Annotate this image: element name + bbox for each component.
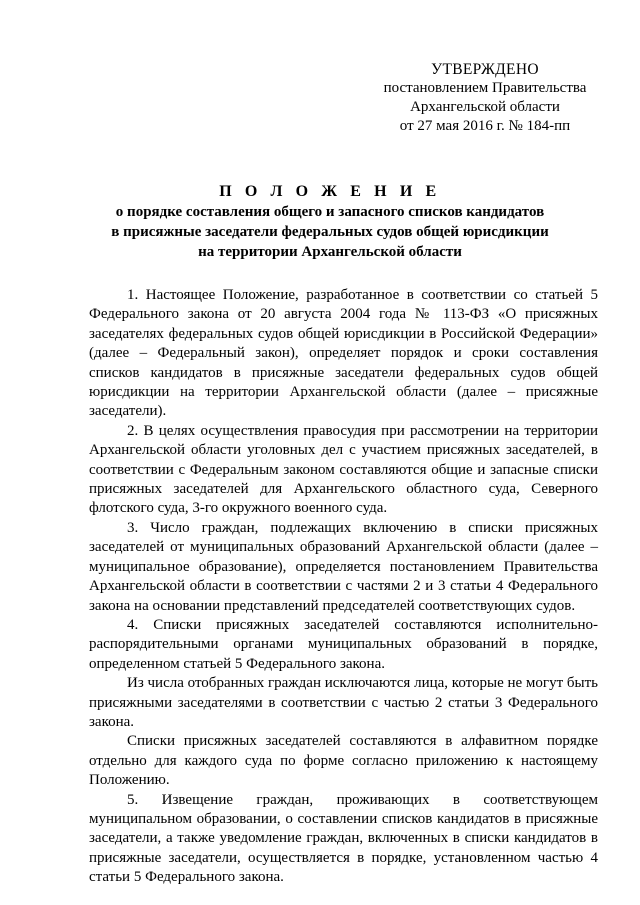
- approval-stamp: [380, 60, 590, 136]
- approval-line-3: от 27 мая 2016 г. № 184-пп: [399, 118, 571, 134]
- title-line-3: на территории Архангельской области: [198, 244, 462, 260]
- approval-heading: УТВЕРЖДЕНО: [431, 61, 539, 78]
- title-line-1: о порядке составления общего и запасного списков кандидатов: [115, 204, 545, 220]
- paragraph-5: 5. Извещение граждан, проживающих в соответствующем муниципальном образовании, о составлении списков кандидатов в присяжные заседатели, а также уведомление граждан, включенных в списки кандидатов в присяжные заседатели, осуществляется в порядке, установленном частью 4 статьи 5 Федерального закона.: [89, 791, 598, 886]
- title-main: П О Л О Ж Е Н И Е: [219, 183, 441, 200]
- approval-line-2: Архангельской области: [410, 99, 560, 115]
- paragraph-4-sub-2: Списки присяжных заседателей составляются в алфавитном порядке отдельно для каждого суда по форме согласно приложению к настоящему Положению.: [89, 733, 598, 789]
- paragraph-4: 4. Списки присяжных заседателей составляются исполнительно-распорядительными органами муниципальных образований в порядке, определенном статьей 5 Федерального закона.: [89, 616, 598, 672]
- paragraph-4-sub-1: Из числа отобранных граждан исключаются лица, которые не могут быть присяжными заседателями в соответствии с частью 2 статьи 3 Федерального закона.: [89, 675, 598, 730]
- paragraph-3: 3. Число граждан, подлежащих включению в списки присяжных заседателей от муниципальных образований Архангельской области (далее – муниципальное образование), определяется постановлением Правительства Архангельской области в соответствии с частями 2 и 3 статьи 4 Федерального закона на основании представлений председателей соответствующих судов.: [89, 519, 598, 614]
- document-title: [60, 182, 600, 262]
- paragraph-1: 1. Настоящее Положение, разработанное в соответствии со статьей 5 Федерального закона от 20 августа 2004 года № 113-ФЗ «О присяжных заседателях федеральных судов общей юрисдикции в Российской Федерации» (далее – Федеральный закон), определяет порядок и сроки составления списков кандидатов в присяжные заседатели федеральных судов общей юрисдикции на территории Архангельской области (далее – присяжные заседатели).: [89, 287, 598, 420]
- title-line-2: в присяжные заседатели федеральных судов общей юрисдикции: [111, 224, 549, 240]
- document-body: [89, 286, 598, 888]
- paragraph-2: 2. В целях осуществления правосудия при рассмотрении на территории Архангельской области уголовных дел с участием присяжных заседателей, в соответствии с Федеральным законом составляются общие и запасные списки присяжных заседателей для Архангельского областного суда, Северного флотского суда, 3-го окружного военного суда.: [89, 422, 598, 517]
- approval-line-1: постановлением Правительства: [383, 80, 587, 96]
